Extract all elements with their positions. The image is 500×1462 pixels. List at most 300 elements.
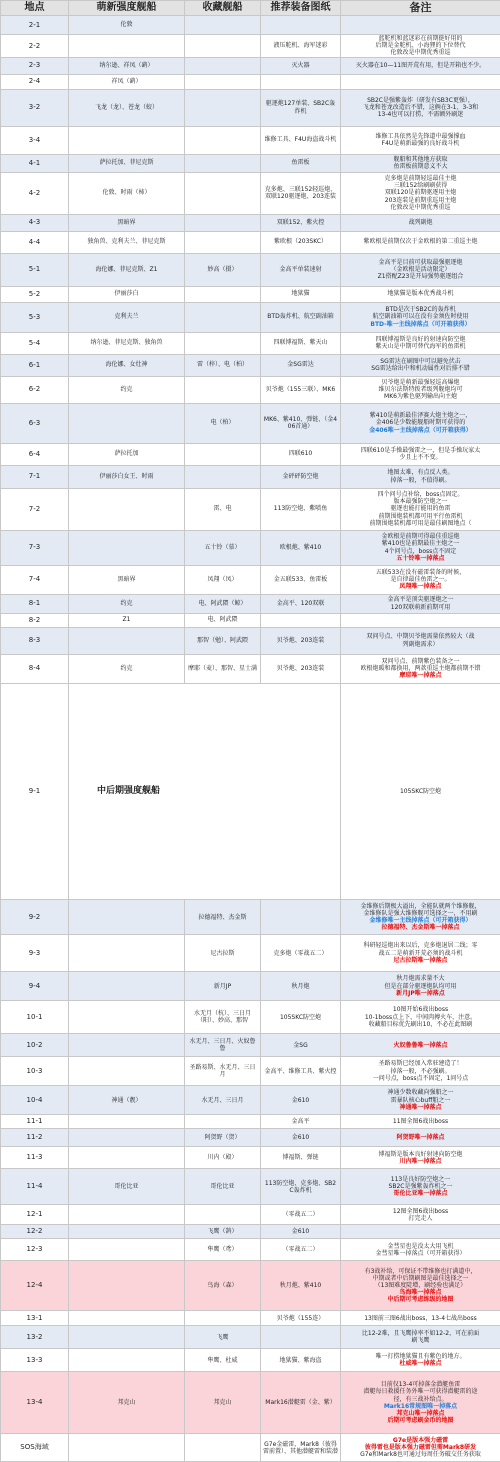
stage-cell: 8-4 [1, 654, 69, 683]
note-highlight-blue: 金406唯一主线掉落点（可开箱获得） [343, 427, 498, 434]
newbie-ship-cell [69, 1057, 185, 1086]
collection-ship-cell [185, 1311, 261, 1326]
table-row [1, 403, 500, 443]
note-highlight-red: G7e是版本强力磁雷 [343, 1437, 498, 1444]
collection-ship-cell: 隼鹰、杜威 [185, 1349, 261, 1372]
collection-ship-cell: 水无月、三日月 [185, 1086, 261, 1115]
note-line: 双问号点、前期紫色装备之一 [343, 658, 498, 665]
note-cell [341, 403, 500, 443]
newbie-ship-cell [69, 530, 185, 565]
note-line: 4个问号点，boss点不固定 [343, 548, 498, 555]
note-line: 科研轻巡炮出来以后，克多炮退居二线；零 [343, 942, 498, 949]
note-cell [341, 253, 500, 286]
stage-cell: 11-2 [1, 1129, 69, 1147]
table-row [1, 172, 500, 214]
table-row [1, 1239, 500, 1261]
note-highlight-blue: BTD-唯一主线掉落点（可开箱获得） [343, 321, 498, 328]
note-line: 紫欧根是前期仅次于金欧根的第二重巡主炮 [343, 238, 498, 245]
table-row [1, 89, 500, 126]
collection-ship-cell: 尼古拉斯 [185, 935, 261, 972]
note-line: 掉落一般，不值得刷。 [343, 477, 498, 484]
note-line: 地图太难，有点反人类。 [343, 469, 498, 476]
header-newbie-ships: 萌新强度舰船 [69, 1, 185, 16]
note-line: BTD是次于SB2C的轰炸机 [343, 306, 498, 313]
note-line: 贝爷炮是萌新最强轻巡高爆炮 [343, 379, 498, 386]
equipment-cell [261, 613, 341, 627]
table-row [1, 654, 500, 683]
newbie-ship-cell: 克利夫兰 [69, 302, 185, 332]
note-line: 有3战补给，可保证不带维修也打满道中， [343, 1268, 498, 1275]
stage-cell: 4-4 [1, 231, 69, 253]
collection-ship-cell: 雷、电 [185, 488, 261, 530]
stage-cell: 7-4 [1, 565, 69, 594]
note-highlight-red: 凤翔唯一掉落点 [343, 583, 498, 590]
table-row [1, 1372, 500, 1434]
note-cell [341, 1349, 500, 1372]
stage-cell: 9-1 [1, 683, 69, 900]
note-line: 金欧根是前期可得最佳重巡炮 [343, 533, 498, 540]
equipment-cell [261, 1326, 341, 1349]
table-row [1, 1261, 500, 1311]
note-line: 13图前三图6战出boss，13-4七战出boss [343, 1315, 498, 1322]
table-row [1, 900, 500, 935]
stage-cell: 5-1 [1, 253, 69, 286]
note-line: 前期围炮装机都可用是最佳刷图地点（ [343, 520, 498, 527]
collection-ship-cell [185, 286, 261, 302]
note-highlight-red: 邦克山唯一掉落点 [343, 1410, 498, 1417]
table-row [1, 332, 500, 354]
table-row [1, 1147, 500, 1169]
note-cell [341, 231, 500, 253]
equipment-cell: 金高平单装速射 [261, 253, 341, 286]
note-line: 少且上不不变。 [343, 454, 498, 461]
collection-ship-cell: 水无月（杭）、三日月（阳）、妙高、那智 [185, 1001, 261, 1034]
note-highlight-red: 拉德福特、杰金斯唯一掉落点 [343, 924, 498, 931]
equipment-cell: 地狱猫、紫海盗 [261, 1349, 341, 1372]
table-row [1, 154, 500, 172]
stage-cell: 4-3 [1, 214, 69, 231]
stage-cell: 3-2 [1, 89, 69, 126]
note-cell [341, 172, 500, 214]
collection-ship-cell [185, 1434, 261, 1462]
collection-ship-cell [185, 302, 261, 332]
note-line: SG雷达给出中和机动属性对后排不错 [343, 365, 498, 372]
equipment-cell: （零战五二） [261, 1239, 341, 1261]
table-row [1, 376, 500, 403]
equipment-cell: 贝爷炮、203连装 [261, 627, 341, 654]
stage-cell: 11-1 [1, 1115, 69, 1129]
table-row [1, 302, 500, 332]
table-row [1, 935, 500, 972]
table-row [1, 57, 500, 74]
equipment-cell: 秋月炮、紫410 [261, 1261, 341, 1311]
table-row [1, 74, 500, 89]
equipment-cell: MK6、紫410、弹链、（金406首通） [261, 403, 341, 443]
newbie-ship-cell [69, 1115, 185, 1129]
equipment-cell: 贝爷炮、203连装 [261, 654, 341, 683]
table-row [1, 1057, 500, 1086]
note-line: 伦敦改是中期优秀重巡 [343, 49, 498, 56]
table-row [1, 488, 500, 530]
note-cell [341, 972, 500, 1001]
newbie-ship-cell: 飞龙（龙）、苍龙（蛟） [69, 89, 185, 126]
note-line: 一问号点，boss点不固定，1问号点 [343, 1075, 498, 1082]
equipment-cell [261, 74, 341, 89]
note-line: SG雷达在刷图中可以避免伏击 [343, 358, 498, 365]
collection-ship-cell [185, 89, 261, 126]
equipment-cell: 秋月炮 [261, 972, 341, 1001]
note-highlight-red: 鸟海唯一掉落点 [343, 1289, 498, 1296]
note-cell [341, 594, 500, 613]
note-line: 径，有三战补给点。 [343, 1396, 498, 1403]
collection-ship-cell [185, 16, 261, 35]
note-highlight-red: 哥伦比亚唯一掉落点 [343, 1190, 498, 1197]
equipment-cell: 克多炮（零战五二） [261, 935, 341, 972]
note-cell [341, 900, 500, 935]
note-cell [341, 1261, 500, 1311]
stage-cell: 6-4 [1, 443, 69, 465]
equipment-cell: 紫欧根（203SKC） [261, 231, 341, 253]
note-highlight-blue: Mark16常规图唯一掉落点 [343, 1403, 498, 1410]
stage-cell: 2-3 [1, 57, 69, 74]
newbie-ship-cell [69, 1129, 185, 1147]
table-row [1, 443, 500, 465]
equipment-cell [261, 900, 341, 935]
stage-cell: 12-2 [1, 1225, 69, 1239]
newbie-ship-cell [69, 1261, 185, 1311]
equipment-cell: 105SKC防空炮 [341, 683, 500, 900]
equipment-cell: 金五联533、鱼雷板 [261, 565, 341, 594]
stage-cell: 7-1 [1, 465, 69, 488]
table-row [1, 354, 500, 376]
note-line: 10-1boss点上下，中间肉搏火车，注意。 [343, 1014, 498, 1021]
equipment-cell: 鱼雷板 [261, 154, 341, 172]
note-line: 列副炮需求） [343, 641, 498, 648]
collection-ship-cell: 拉德福特、杰金斯 [185, 900, 261, 935]
equipment-cell: 金砰砰防空炮 [261, 465, 341, 488]
stage-cell: 8-2 [1, 613, 69, 627]
newbie-ship-cell: 伊丽莎白 [69, 286, 185, 302]
table-row [1, 465, 500, 488]
collection-ship-cell [185, 443, 261, 465]
collection-ship-cell [185, 172, 261, 214]
stage-cell: 13-1 [1, 1311, 69, 1326]
equipment-cell: 金610 [261, 1129, 341, 1147]
table-row [1, 16, 500, 35]
equipment-cell: 四联610 [261, 443, 341, 465]
note-line: 驱逐也能打能用的鱼雷 [343, 505, 498, 512]
stage-cell: 13-3 [1, 1349, 69, 1372]
equipment-cell: 驱逐炮127单装、SB2C轰炸机 [261, 89, 341, 126]
note-cell [341, 1225, 500, 1239]
note-cell [341, 376, 500, 403]
note-cell [341, 465, 500, 488]
note-line: 金维修队是强大维修舰可选择之一，不用刷 [343, 910, 498, 917]
table-row [1, 253, 500, 286]
equipment-cell: 双联152、紫火控 [261, 214, 341, 231]
header-location: 地点 [1, 1, 69, 16]
note-line: 飞龙和苍龙改造后不错，这俩在3-1、3-3和 [343, 104, 498, 111]
newbie-ship-cell: 约克 [69, 376, 185, 403]
newbie-ship-cell [69, 1311, 185, 1326]
collection-ship-cell: 雷（梓）、电（柏） [185, 354, 261, 376]
equipment-cell: 金610 [261, 1086, 341, 1115]
note-line: 11图全图6战出boss [343, 1118, 498, 1125]
collection-ship-cell: 飞鹰 [185, 1326, 261, 1349]
equipment-cell: 113防空炮、克多炮、SB2C轰炸机 [261, 1169, 341, 1205]
note-line: 金406是少数能舰船时期可获得的 [343, 419, 498, 426]
equipment-cell: 金SG雷达 [261, 354, 341, 376]
note-highlight-blue: 金维修唯一主线掉落点（可开箱获得） [343, 917, 498, 924]
note-highlight-red: 摩耶唯一掉落点 [343, 672, 498, 679]
note-highlight-red: 彼得雷也是版本强力磁雷但需Mark8研发 [343, 1444, 498, 1451]
note-line: 紫410是萌新最佳泽赛大炮主炮之一， [343, 412, 498, 419]
equipment-cell: G7e金磁雷、Mark8（彼得雷前置）、其他潜艇雷和装潜 [261, 1434, 341, 1462]
collection-ship-cell: 电（柏） [185, 403, 261, 443]
note-line: 13-4也可以打捞，不需额外刷迷 [343, 111, 498, 118]
note-line: SB2C是强紫轰炸机之一 [343, 1183, 498, 1190]
note-cell [341, 1086, 500, 1115]
stage-cell: 9-2 [1, 900, 69, 935]
note-line: F4U是萌新最强的良好战斗机 [343, 140, 498, 147]
newbie-ship-cell [69, 1434, 185, 1462]
collection-ship-cell: 那智（勉）、阿武隈 [185, 627, 261, 654]
table-row [1, 231, 500, 253]
newbie-ship-cell: 海伦娜、菲尼克斯、Z1 [69, 253, 185, 286]
equipment-cell: 113防空炮、紫喷鱼 [261, 488, 341, 530]
table-row [1, 35, 500, 58]
stage-cell: 12-1 [1, 1205, 69, 1225]
note-cell [341, 1057, 500, 1086]
note-cell [341, 214, 500, 231]
note-highlight-red: 尼古拉斯唯一掉落点 [343, 957, 498, 964]
note-highlight-red: 五十铃唯一掉落点 [343, 555, 498, 562]
newbie-ship-cell: 哥伦比亚 [69, 1169, 185, 1205]
note-cell [341, 613, 500, 627]
note-line: 战五二是萌新开荒必须的战斗机 [343, 950, 498, 957]
table-row [1, 1225, 500, 1239]
stage-cell: 10-1 [1, 1001, 69, 1034]
note-line: 航空副油箱可以在没有金须佐时使用 [343, 313, 498, 320]
stage-cell: 8-3 [1, 627, 69, 654]
collection-ship-cell: 隼鹰（鸢） [185, 1239, 261, 1261]
note-line: 蓝舵机和蓝迷彩在前期挺好用的 [343, 35, 498, 42]
note-cell [341, 1372, 500, 1434]
stage-cell: 5-3 [1, 302, 69, 332]
note-line: 潜艇每日救援任务外唯一可获得潜艇雷的途 [343, 1388, 498, 1395]
table-row [1, 1034, 500, 1057]
collection-ship-cell: 妙高（摄） [185, 253, 261, 286]
stage-cell: 6-3 [1, 403, 69, 443]
table-row [1, 1326, 500, 1349]
note-cell [341, 354, 500, 376]
note-cell [341, 1115, 500, 1129]
note-line: 战列副炮 [343, 219, 498, 226]
note-line: 圣路易斯已经加入常驻建造了！ [343, 1060, 498, 1067]
note-cell [341, 57, 500, 74]
note-line: （13图难度陡增，刷经验也满足） [343, 1282, 498, 1289]
note-highlight-red: 神通唯一掉落点 [343, 1104, 498, 1111]
collection-ship-cell: 水无月、三日月、火奴鲁鲁 [185, 1034, 261, 1057]
note-cell [341, 1311, 500, 1326]
note-line: 鱼雷板前期意义不大 [343, 163, 498, 170]
note-cell [341, 1326, 500, 1349]
table-row [1, 594, 500, 613]
newbie-ship-cell: 海伦娜、女灶神 [69, 354, 185, 376]
note-cell [341, 1034, 500, 1057]
newbie-ship-cell [69, 1349, 185, 1372]
newbie-ship-cell: 约克 [69, 594, 185, 613]
note-cell [341, 16, 500, 35]
note-line: SB2C是强紫轰炸（研发有SB3C更强）， [343, 97, 498, 104]
stage-cell: 2-2 [1, 35, 69, 58]
equipment-cell: 金高平 [261, 1115, 341, 1129]
collection-ship-cell: 新月JP [185, 972, 261, 1001]
equipment-cell: 四联博福斯、紫天山 [261, 332, 341, 354]
collection-ship-cell: 川内（殿） [185, 1147, 261, 1169]
note-line: 三联152给刷刷获得 [343, 182, 498, 189]
header-row [1, 1, 500, 16]
newbie-ship-cell: 萨拉托加 [69, 443, 185, 465]
note-cell [341, 488, 500, 530]
newbie-ship-cell [69, 1225, 185, 1239]
note-cell [341, 35, 500, 58]
note-highlight-red: 中后期可考虑练级的地图 [343, 1296, 498, 1303]
note-highlight-red: 火奴鲁鲁唯一掉落点 [343, 1042, 498, 1049]
note-line: 但是在部分驱逐炮队均可用 [343, 983, 498, 990]
note-line: 紫天山是中期可替代海军的鱼雷机 [343, 343, 498, 350]
newbie-ship-cell: 约克 [69, 654, 185, 683]
collection-ship-cell [185, 126, 261, 154]
newbie-ship-cell: 祥凤（鹞） [69, 74, 185, 89]
section-title: 中后期强度舰船 [69, 683, 341, 900]
note-line: 目前仅13-4可掉落金潜艇鱼雷 [343, 1381, 498, 1388]
note-line: 比12-2难，且飞鹰掉率不如12-2，可在前面 [343, 1330, 498, 1337]
collection-ship-cell [185, 35, 261, 58]
equipment-cell: 金高平、120双联 [261, 594, 341, 613]
note-cell [341, 443, 500, 465]
collection-ship-cell [185, 214, 261, 231]
newbie-ship-cell: 黑暗界 [69, 214, 185, 231]
note-line: 12图全图6战出boss [343, 1208, 498, 1215]
note-line: 四个问号点补给，boss点固定。 [343, 491, 498, 498]
note-line: 打完走人 [343, 1215, 498, 1222]
equipment-cell: 金610 [261, 1225, 341, 1239]
equipment-cell: 贝爷炮（155连） [261, 1311, 341, 1326]
table-row [1, 214, 500, 231]
note-line: 唯一打捞地狱猫且有紫色的地方。 [343, 1353, 498, 1360]
table-row [1, 1086, 500, 1115]
note-line: （金欧根是活动限定） [343, 266, 498, 273]
note-cell [341, 1001, 500, 1034]
note-cell [341, 89, 500, 126]
table-body [1, 16, 500, 1462]
table-row [1, 530, 500, 565]
stage-cell: 11-3 [1, 1147, 69, 1169]
table-row [1, 613, 500, 627]
equipment-cell: 金高平、维修工具、紫火控 [261, 1057, 341, 1086]
collection-ship-cell [185, 154, 261, 172]
equipment-cell: 地狱猫 [261, 286, 341, 302]
collection-ship-cell [185, 74, 261, 89]
note-line: 是自律最佳鱼雷之一。 [343, 576, 498, 583]
collection-ship-cell: 凤翔（凤） [185, 565, 261, 594]
collection-ship-cell: 圣路易斯、水无月、三日月 [185, 1057, 261, 1086]
stage-cell: 2-1 [1, 16, 69, 35]
note-cell [341, 74, 500, 89]
equipment-cell: BTD轰炸机、航空副油箱 [261, 302, 341, 332]
equipment-cell: 欧根炮、紫410 [261, 530, 341, 565]
note-line: 金维修后期极大溢出，全能队就两个维修舰， [343, 903, 498, 910]
collection-ship-cell: 电、阿武隈 [185, 613, 261, 627]
newbie-ship-cell [69, 403, 185, 443]
note-line: 克多炮是前期轻巡最佳主炮 [343, 175, 498, 182]
note-line: 掉落一般，不必强刷。 [343, 1068, 498, 1075]
equipment-cell [261, 16, 341, 35]
note-cell [341, 627, 500, 654]
newbie-ship-cell [69, 1326, 185, 1349]
table-row [1, 1169, 500, 1205]
equipment-cell: 博福斯、弹链 [261, 1147, 341, 1169]
note-line: 金高平是顶尖驱逐炮之一 [343, 596, 498, 603]
note-highlight-red: 杜威唯一掉落点 [343, 1360, 498, 1367]
table-row [1, 972, 500, 1001]
collection-ship-cell: 摩耶（麦）、那智、星士满 [185, 654, 261, 683]
newbie-ship-cell [69, 1205, 185, 1225]
note-line: 伦敦改是中期优秀重巡 [343, 204, 498, 211]
stage-cell: 10-3 [1, 1057, 69, 1086]
note-highlight-red: 阿贺野唯一掉落点 [343, 1134, 498, 1141]
equipment-cell: 105SKC防空炮 [261, 1001, 341, 1034]
stage-cell: 5-4 [1, 332, 69, 354]
note-line: 203连装是前期重巡用主炮 [343, 197, 498, 204]
equipment-cell: 克多炮、三联152轻巡炮、双联120驱逐炮、203连装 [261, 172, 341, 214]
stage-cell: 12-3 [1, 1239, 69, 1261]
collection-ship-cell: 鸟海（森） [185, 1261, 261, 1311]
collection-ship-cell [185, 332, 261, 354]
table-row [1, 1129, 500, 1147]
stage-cell: 9-4 [1, 972, 69, 1001]
newbie-ship-cell [69, 1001, 185, 1034]
note-cell [341, 654, 500, 683]
table-row [1, 286, 500, 302]
newbie-ship-cell [69, 627, 185, 654]
note-line: 地狱猫是版本优秀战斗机 [343, 290, 498, 297]
newbie-ship-cell: Z1 [69, 613, 185, 627]
collection-ship-cell [185, 1205, 261, 1225]
note-cell [341, 302, 500, 332]
note-line: 收藏船目标优先刷出10，不必在此图刷 [343, 1021, 498, 1028]
newbie-ship-cell [69, 126, 185, 154]
collection-ship-cell [185, 465, 261, 488]
newbie-ship-cell: 纳尔逊、祥凤（鹞） [69, 57, 185, 74]
equipment-cell: 液压舵机、海军迷彩 [261, 35, 341, 58]
header-collection-ships: 收藏舰船 [185, 1, 261, 16]
stage-cell: 9-3 [1, 935, 69, 972]
table-row [1, 1311, 500, 1326]
collection-ship-cell: 哥伦比亚 [185, 1169, 261, 1205]
note-line: 版本最强防空炮之一 [343, 498, 498, 505]
equipment-cell: 金SG [261, 1034, 341, 1057]
stage-cell: SOS海域 [1, 1434, 69, 1462]
note-cell [341, 565, 500, 594]
newbie-ship-cell [69, 35, 185, 58]
table-row [1, 126, 500, 154]
note-line: G7e和Mark8也可通过每周任务破交任务获取 [343, 1451, 498, 1458]
table-row [1, 627, 500, 654]
note-cell [341, 286, 500, 302]
header-notes: 备注 [341, 1, 500, 16]
